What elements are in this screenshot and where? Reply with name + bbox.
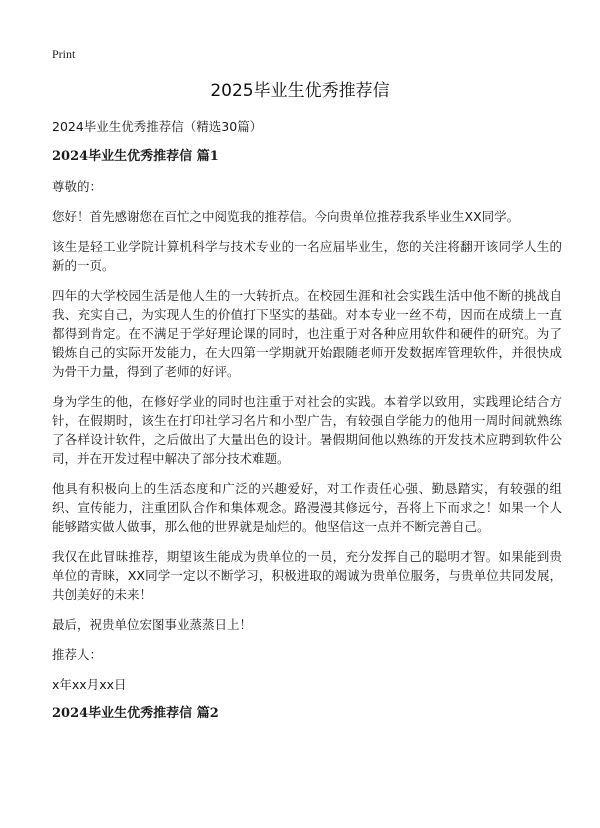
document-body (52, 118, 562, 734)
paragraph: 他具有积极向上的生活态度和广泛的兴趣爱好，对工作责任心强、勤恳踏实，有较强的组织、宣传能力，注重团队合作和集体观念。路漫漫其修远兮，吾将上下而求之！如果一个人能够踏实做人做事，那么他的世界就是灿烂的。他坚信这一点并不断完善自己。 (52, 481, 562, 534)
print-link[interactable]: Print (52, 47, 76, 61)
section-heading-2: 2024毕业生优秀推荐信 篇2 (52, 706, 219, 721)
paragraph: 四年的大学校园生活是他人生的一大转折点。在校园生涯和社会实践生活中他不断的挑战自我、充实自己，为实现人生的价值打下坚实的基础。对本专业一丝不苟，因而在成绩上一直都得到肯定。在不满足于学好理论课的同时，也注重于对各种应用软件和硬件的研究。为了锻炼自己的实际开发能力，在大四第一学期就开始跟随老师开发数据库管理软件，并很快成为骨干力量，得到了老师的好评。 (52, 288, 562, 379)
section-heading-1: 2024毕业生优秀推荐信 篇1 (52, 149, 219, 164)
document-subtitle: 2024毕业生优秀推荐信（精选30篇） (52, 119, 263, 134)
paragraph: 身为学生的他，在修好学业的同时也注重于对社会的实践。本着学以致用，实践理论结合方针，在假期时，该生在打印社学习名片和小型广告，有较强自学能力的他用一周时间就熟练了各样设计软件，之后做出了大量出色的设计。暑假期间他以熟练的开发技术应聘到软件公司，并在开发过程中解决了部分技术难题。 (52, 394, 562, 466)
paragraph: 该生是轻工业学院计算机科学与技术专业的一名应届毕业生，您的关注将翻开该同学人生的新的一页。 (52, 239, 562, 273)
signature-date: x年xx月xx日 (52, 677, 127, 692)
closing-wish: 最后，祝贵单位宏图事业蒸蒸日上！ (52, 617, 253, 632)
greeting: 尊敬的： (52, 179, 103, 194)
paragraph: 我仅在此冒昧推荐，期望该生能成为贵单位的一员，充分发挥自己的聪明才智。如果能到贵单位的青睐，XX同学一定以不断学习，积极进取的竭诚为贵单位服务，与贵单位共同发展，共创美好的未来！ (52, 549, 562, 602)
paragraph: 您好！首先感谢您在百忙之中阅览我的推荐信。今向贵单位推荐我系毕业生XX同学。 (52, 209, 520, 224)
document-title: 2025毕业生优秀推荐信 (210, 81, 390, 101)
signature-label: 推荐人： (52, 647, 103, 662)
